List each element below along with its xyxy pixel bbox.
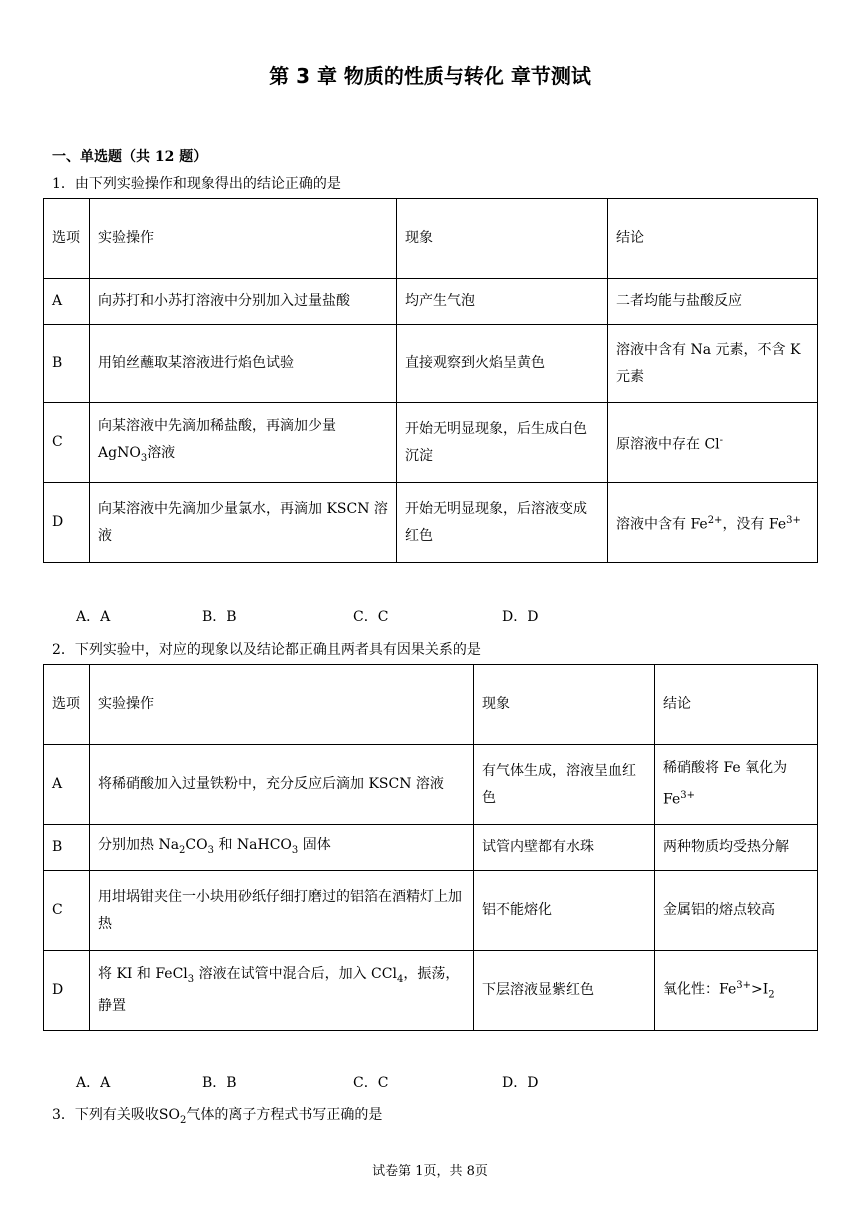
table-header-row bbox=[44, 665, 818, 745]
text-part: 氧化性：Fe bbox=[663, 981, 737, 998]
conclusion-cell: 溶液中含有 Na 元素，不含 K 元素 bbox=[608, 325, 818, 403]
phenomenon-cell: 有气体生成，溶液呈血红色 bbox=[474, 745, 655, 825]
table-row bbox=[44, 951, 818, 1031]
question-3-stem bbox=[52, 1104, 382, 1126]
question-2-table bbox=[43, 664, 818, 1031]
choice-c[interactable]: C．C bbox=[353, 609, 389, 625]
option-cell: B bbox=[44, 325, 90, 403]
conclusion-cell bbox=[608, 483, 818, 563]
header-cell: 结论 bbox=[655, 665, 818, 745]
phenomenon-cell: 直接观察到火焰呈黄色 bbox=[397, 325, 608, 403]
text-part: 溶液 bbox=[147, 445, 176, 462]
conclusion-cell bbox=[608, 403, 818, 483]
operation-cell: 向苏打和小苏打溶液中分别加入过量盐酸 bbox=[90, 279, 397, 325]
option-cell: C bbox=[44, 871, 90, 951]
subscript: 2 bbox=[179, 844, 186, 856]
text-part: CO bbox=[185, 836, 208, 853]
operation-cell: 向某溶液中先滴加少量氯水，再滴加 KSCN 溶液 bbox=[90, 483, 397, 563]
text-part: 分别加热 Na bbox=[98, 836, 180, 853]
header-cell: 选项 bbox=[44, 199, 90, 279]
table-row bbox=[44, 403, 818, 483]
conclusion-cell: 两种物质均受热分解 bbox=[655, 825, 818, 871]
superscript: - bbox=[719, 434, 724, 446]
subscript: 3 bbox=[187, 973, 195, 985]
phenomenon-cell: 下层溶液显紫红色 bbox=[474, 951, 655, 1031]
conclusion-cell bbox=[655, 951, 818, 1031]
choice-a[interactable]: A．A bbox=[76, 609, 111, 625]
header-cell: 实验操作 bbox=[90, 665, 474, 745]
text-part: 向某溶液中先滴加稀盐酸，再滴加少量 AgNO bbox=[98, 418, 336, 462]
question-1-choices bbox=[76, 606, 676, 626]
text-part: 稀硝酸将 Fe 氧化为 Fe bbox=[663, 760, 788, 808]
section-heading: 一、单选题（共 12 题） bbox=[52, 149, 208, 165]
subscript: 3 bbox=[207, 844, 214, 856]
option-cell: A bbox=[44, 745, 90, 825]
subscript: 2 bbox=[768, 989, 775, 1001]
subscript: 3 bbox=[140, 452, 148, 464]
phenomenon-cell: 开始无明显现象，后生成白色沉淀 bbox=[397, 403, 608, 483]
text-part: 和 NaHCO bbox=[214, 836, 292, 853]
operation-cell: 用铂丝蘸取某溶液进行焰色试验 bbox=[90, 325, 397, 403]
table-row bbox=[44, 871, 818, 951]
page-footer: 试卷第 1页，共 8页 bbox=[372, 1164, 488, 1179]
table-row bbox=[44, 745, 818, 825]
subscript: 3 bbox=[291, 844, 299, 856]
choice-b[interactable]: B．B bbox=[202, 609, 237, 625]
superscript: 2+ bbox=[707, 514, 723, 526]
operation-cell bbox=[90, 951, 474, 1031]
choice-b[interactable]: B．B bbox=[202, 1075, 237, 1091]
text-part: 3．下列有关吸收SO bbox=[52, 1107, 180, 1123]
table-header-row bbox=[44, 199, 818, 279]
choice-c[interactable]: C．C bbox=[353, 1075, 389, 1091]
header-cell: 实验操作 bbox=[90, 199, 397, 279]
choice-d[interactable]: D．D bbox=[502, 609, 539, 625]
subscript: 2 bbox=[179, 1114, 187, 1126]
conclusion-cell bbox=[655, 745, 818, 825]
conclusion-cell: 二者均能与盐酸反应 bbox=[608, 279, 818, 325]
text-part: 固体 bbox=[298, 836, 331, 853]
superscript: 3+ bbox=[736, 980, 751, 992]
text-part: 原溶液中存在 Cl bbox=[616, 436, 720, 453]
question-2-choices bbox=[76, 1072, 676, 1092]
header-cell: 选项 bbox=[44, 665, 90, 745]
phenomenon-cell: 铝不能熔化 bbox=[474, 871, 655, 951]
page-title: 第 3 章 物质的性质与转化 章节测试 bbox=[269, 64, 591, 88]
question-1-stem: 1．由下列实验操作和现象得出的结论正确的是 bbox=[52, 176, 341, 192]
choice-d[interactable]: D．D bbox=[502, 1075, 539, 1091]
option-cell: A bbox=[44, 279, 90, 325]
text-part: ，振荡，静置 bbox=[98, 966, 460, 1014]
phenomenon-cell: 均产生气泡 bbox=[397, 279, 608, 325]
header-cell: 结论 bbox=[608, 199, 818, 279]
text-part: 溶液在试管中混合后，加入 CCl bbox=[194, 966, 397, 983]
option-cell: B bbox=[44, 825, 90, 871]
table-row bbox=[44, 325, 818, 403]
superscript: 3+ bbox=[786, 514, 801, 526]
operation-cell: 用坩埚钳夹住一小块用砂纸仔细打磨过的铝箔在酒精灯上加热 bbox=[90, 871, 474, 951]
table-row bbox=[44, 279, 818, 325]
phenomenon-cell: 开始无明显现象，后溶液变成红色 bbox=[397, 483, 608, 563]
text-part: 气体的离子方程式书写正确的是 bbox=[186, 1107, 383, 1123]
operation-cell bbox=[90, 403, 397, 483]
operation-cell: 将稀硝酸加入过量铁粉中，充分反应后滴加 KSCN 溶液 bbox=[90, 745, 474, 825]
text-part: 将 KI 和 FeCl bbox=[98, 966, 188, 983]
option-cell: C bbox=[44, 403, 90, 483]
text-part: >I bbox=[750, 981, 769, 998]
header-cell: 现象 bbox=[474, 665, 655, 745]
superscript: 3+ bbox=[680, 790, 695, 802]
option-cell: D bbox=[44, 951, 90, 1031]
text-part: ，没有 Fe bbox=[722, 516, 787, 533]
question-1-table bbox=[43, 198, 818, 563]
header-cell: 现象 bbox=[397, 199, 608, 279]
conclusion-cell: 金属铝的熔点较高 bbox=[655, 871, 818, 951]
operation-cell bbox=[90, 825, 474, 871]
choice-a[interactable]: A．A bbox=[76, 1075, 111, 1091]
phenomenon-cell: 试管内壁都有水珠 bbox=[474, 825, 655, 871]
table-row bbox=[44, 825, 818, 871]
text-part: 溶液中含有 Fe bbox=[616, 516, 708, 533]
question-2-stem: 2．下列实验中，对应的现象以及结论都正确且两者具有因果关系的是 bbox=[52, 642, 481, 658]
table-row bbox=[44, 483, 818, 563]
option-cell: D bbox=[44, 483, 90, 563]
subscript: 4 bbox=[396, 973, 404, 985]
